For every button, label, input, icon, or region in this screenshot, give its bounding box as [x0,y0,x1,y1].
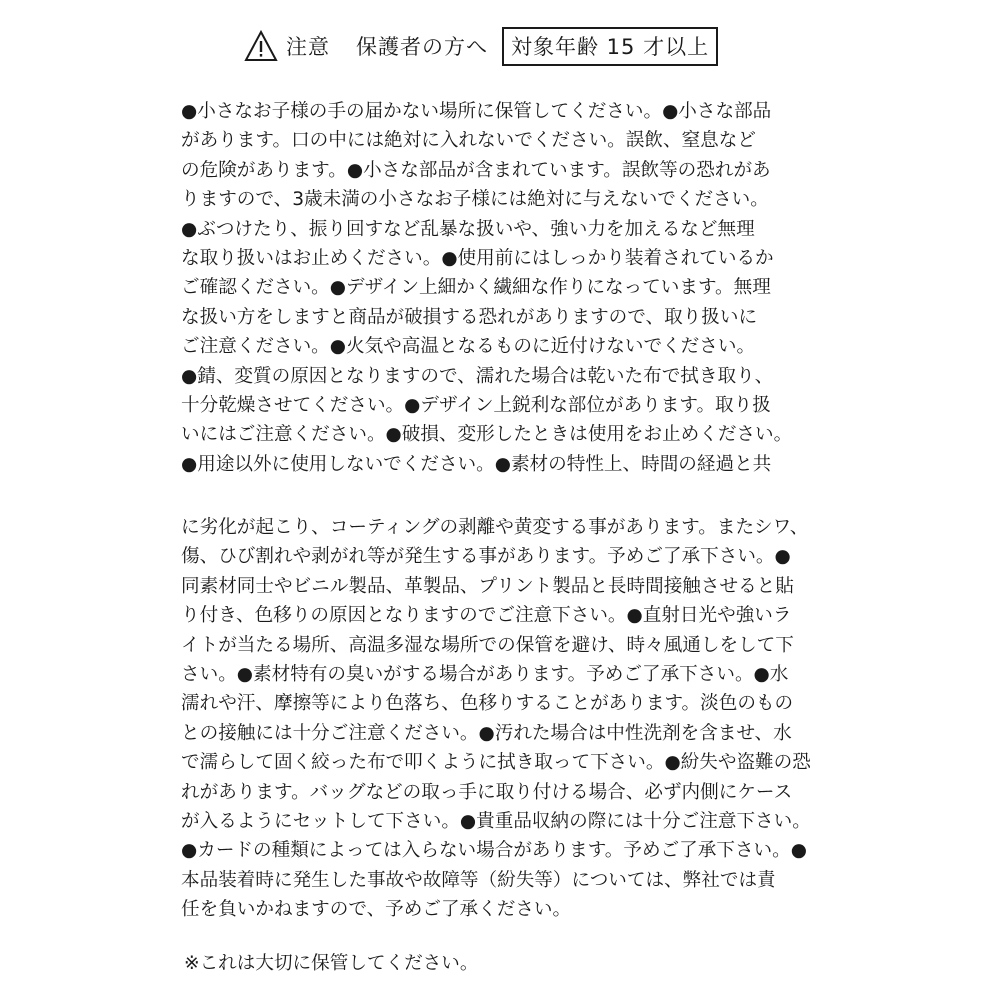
precautions-paragraph-1 [181,97,841,479]
text-line: り付き、色移りの原因となりますのでご注意下さい。●直射日光や強いラ [181,605,792,627]
text-line: があります。口の中には絶対に入れないでください。誤飲、窒息など [181,130,756,152]
precautions-paragraph-2 [181,513,841,924]
text-line: 濡れや汗、摩擦等により色落ち、色移りすることがあります。淡色のもの [181,693,794,715]
text-line: に劣化が起こり、コーティングの剥離や黄変する事があります。またシワ、 [181,517,809,538]
text-line: ●小さなお子様の手の届かない場所に保管してください。●小さな部品 [181,101,772,122]
text-line: ご確認ください。●デザイン上細かく繊細な作りになっています。無理 [181,277,771,299]
text-line: な取り扱いはお止めください。●使用前にはしっかり装着されているか [181,247,774,269]
text-line: との接触には十分ご注意ください。●汚れた場合は中性洗剤を含ませ、水 [181,722,792,744]
text-line: で濡らして固く絞った布で叩くように拭き取って下さい。●紛失や盗難の恐 [181,752,811,774]
guardians-label: 保護者の方へ [356,35,488,59]
text-line: 本品装着時に発生した事故や故障等（紛失等）については、弊社では責 [181,869,776,891]
text-line: さい。●素材特有の臭いがする場合があります。予めご了承下さい。●水 [181,663,789,685]
footnote: ※これは大切に保管してください。 [184,953,479,974]
text-line: ●錆、変質の原因となりますので、濡れた場合は乾いた布で拭き取り、 [181,365,774,387]
text-line: な扱い方をしますと商品が破損する恐れがありますので、取り扱いに [181,306,758,328]
text-line: 任を負いかねますので、予めご了承ください。 [181,899,572,921]
text-line: 同素材同士やビニル製品、革製品、プリント製品と長時間接触させると貼 [181,575,794,597]
text-line: れがあります。バッグなどの取っ手に取り付ける場合、必ず内側にケース [181,781,793,803]
text-line: ●ぶつけたり、振り回すなど乱暴な扱いや、強い力を加えるなど無理 [181,218,755,240]
caution-label: 注意 [286,35,330,59]
warning-triangle-icon [244,30,278,62]
caution-header [244,26,718,66]
text-line: が入るようにセットして下さい。●貴重品収納の際には十分ご注意下さい。 [181,810,811,832]
text-line: 傷、ひび割れや剥がれ等が発生する事があります。予めご了承下さい。● [181,546,791,568]
text-line: 十分乾燥させてください。●デザイン上鋭利な部位があります。取り扱 [181,394,771,416]
text-line: ご注意ください。●火気や高温となるものに近付けないでください。 [181,336,756,358]
text-line: ●用途以外に使用しないでください。●素材の特性上、時間の経過と共 [181,453,772,475]
text-line: ●カードの種類によっては入らない場合があります。予めご了承下さい。● [181,840,807,862]
text-line: の危険があります。●小さな部品が含まれています。誤飲等の恐れがあ [181,159,771,181]
text-line: いにはご注意ください。●破損、変形したときは使用をお止めください。 [181,424,793,446]
text-line: イトが当たる場所、高温多湿な場所での保管を避け、時々風通しをして下 [181,634,794,656]
target-age-badge: 対象年齢 15 才以上 [502,27,718,66]
text-line: りますので、3歳未満の小さなお子様には絶対に与えないでください。 [181,189,769,211]
